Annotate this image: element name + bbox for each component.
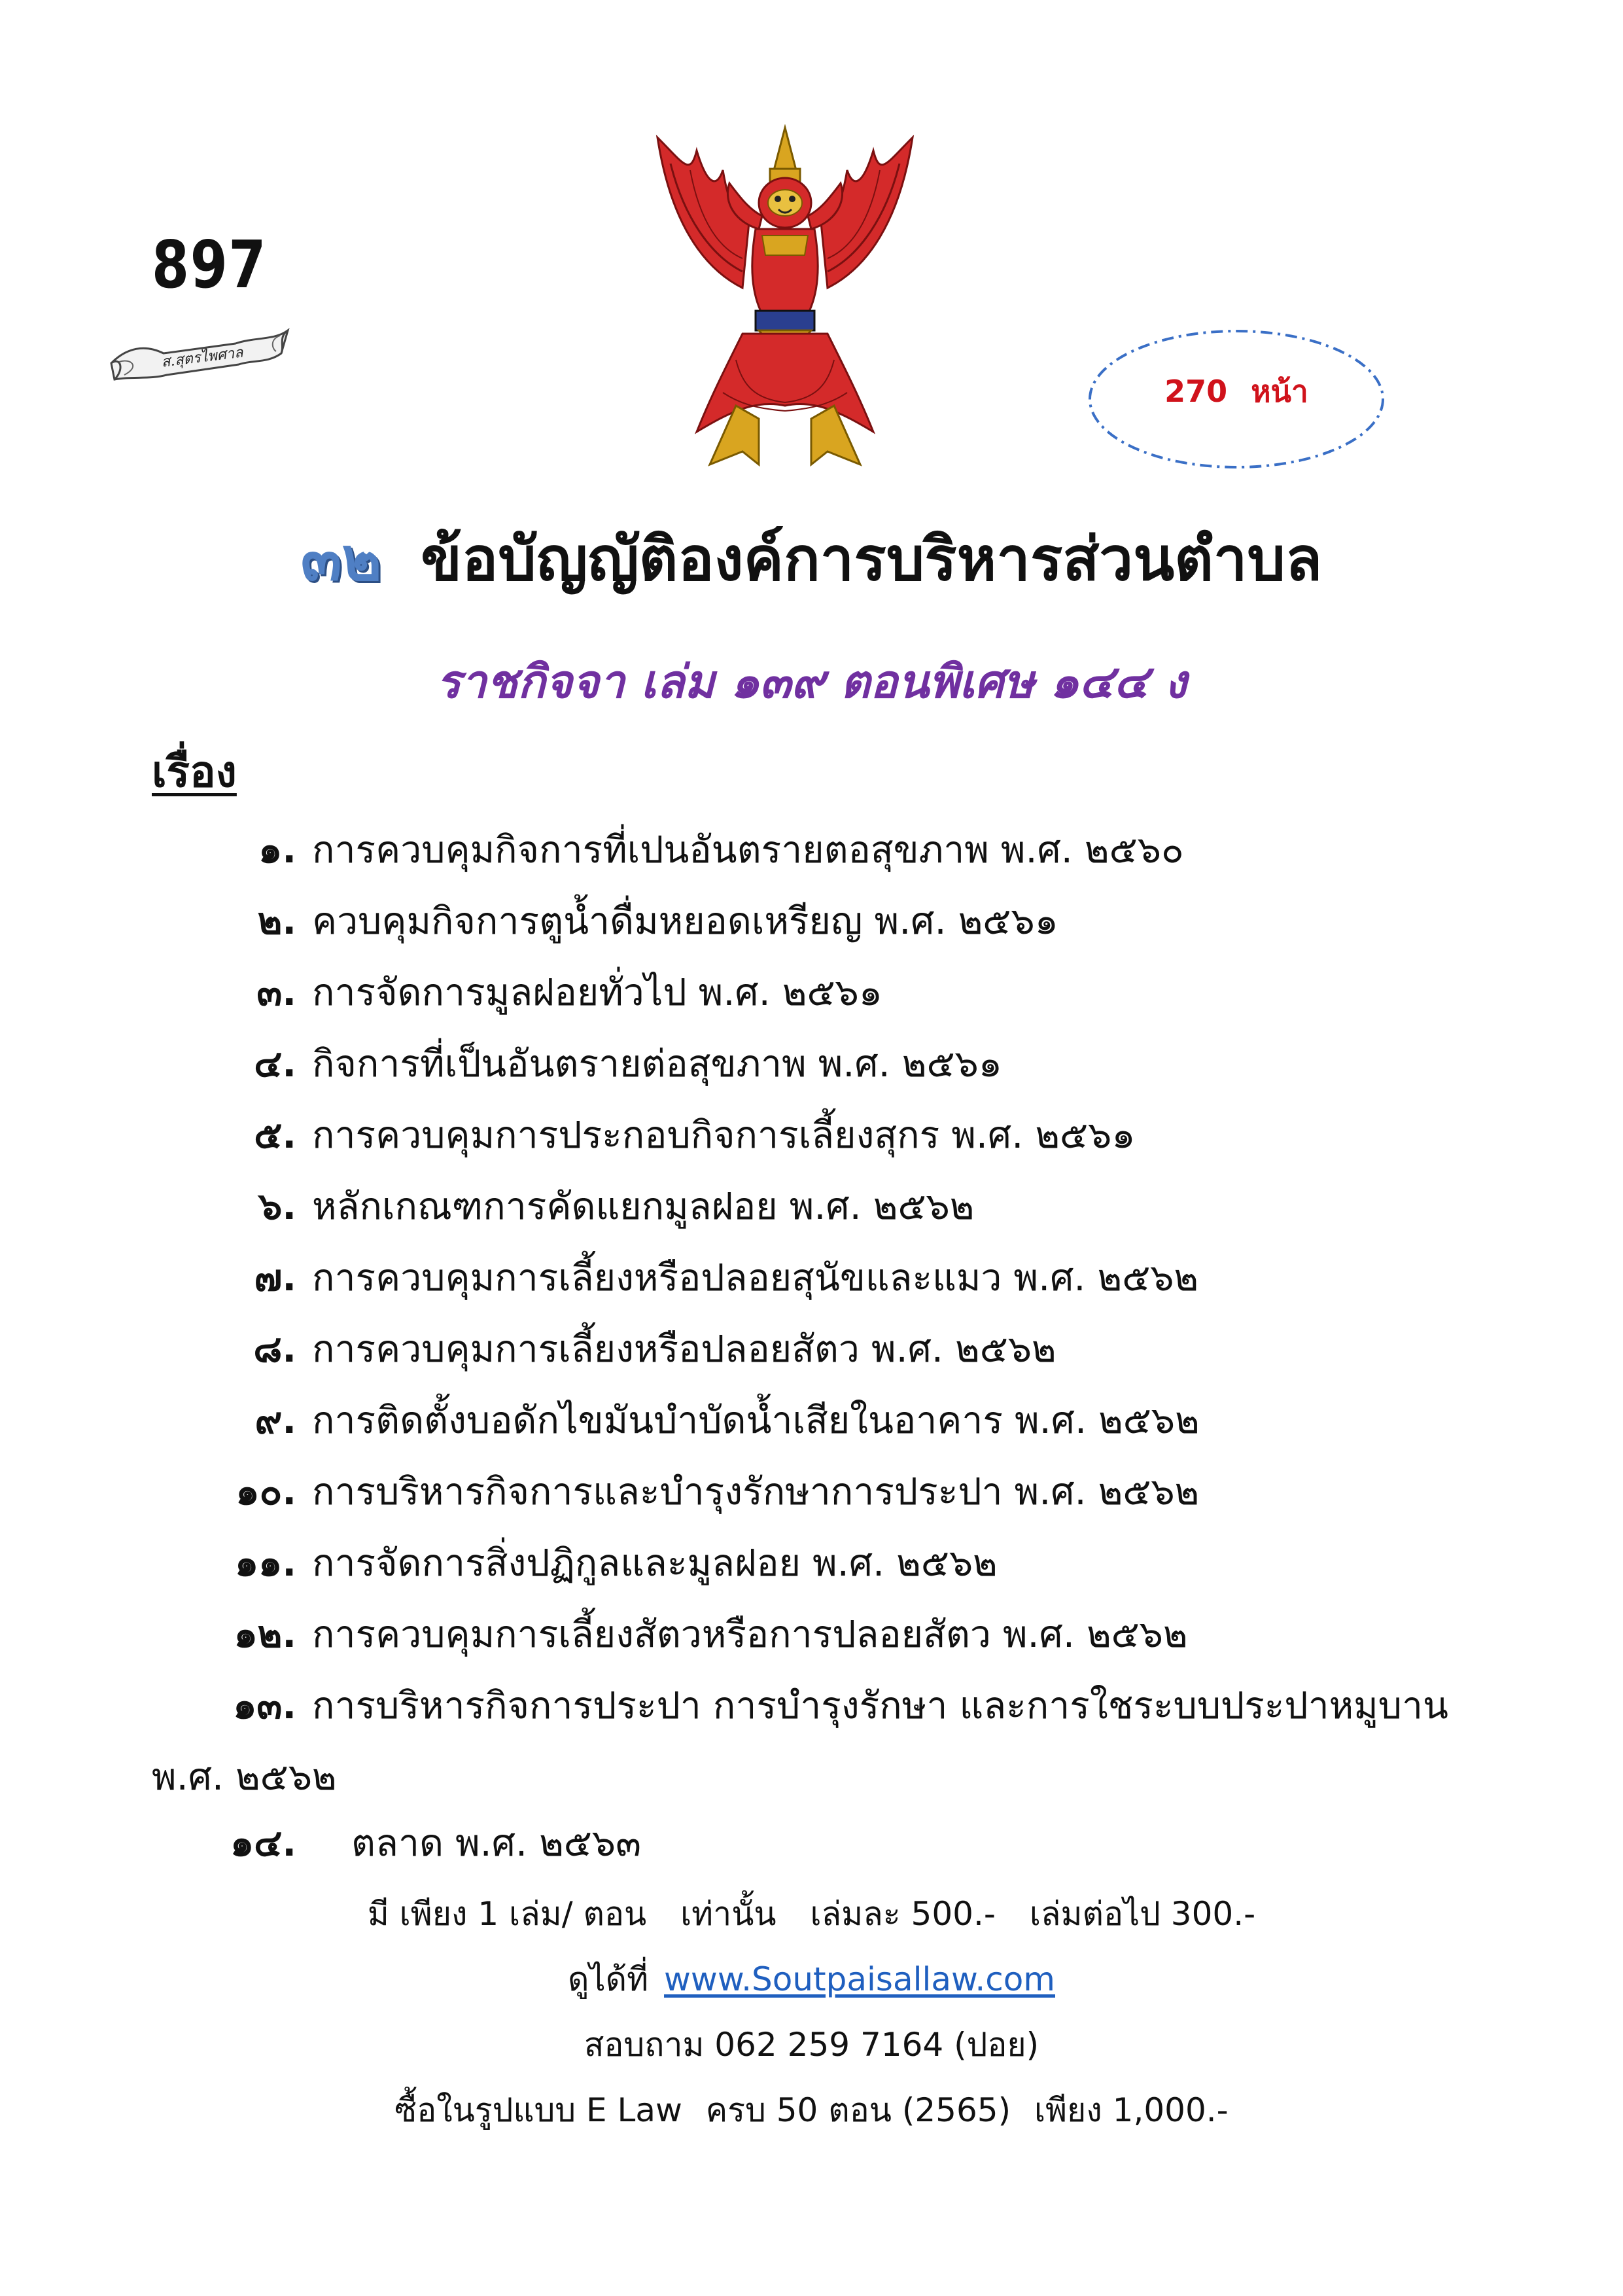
price-next: เล่มต่อไป 300.- <box>1029 1895 1256 1933</box>
item-text: การติดตั้งบอดักไขมันบำบัดน้ำเสียในอาคาร พ.ศ. ๒๕๖๒ <box>312 1399 1200 1442</box>
price-info <box>0 1894 1623 1934</box>
item-text: ควบคุมกิจการตูน้ำดื่มหยอดเหรียญ พ.ศ. ๒๕๖๑ <box>312 900 1058 943</box>
page-count-unit: หน้า <box>1251 374 1308 409</box>
list-item <box>152 1457 1526 1528</box>
item-number: ๒. <box>257 900 296 943</box>
item-number: ๑๔. <box>230 1822 296 1865</box>
list-item <box>152 1528 1526 1599</box>
list-item <box>152 1100 1526 1171</box>
website-info <box>0 1960 1623 1999</box>
item-text: หลักเกณฑการคัดแยกมูลฝอย พ.ศ. ๒๕๖๒ <box>312 1185 975 1228</box>
item-number: ๑๓. <box>233 1684 296 1727</box>
ribbon-logo-icon <box>105 317 294 386</box>
list-item <box>152 886 1526 957</box>
page-count-value: 270 <box>1164 374 1228 409</box>
title-number: ๓๒ <box>300 524 382 594</box>
list-item <box>152 1314 1526 1385</box>
catalog-number: 897 <box>152 226 268 303</box>
item-number: ๑๐. <box>236 1470 296 1513</box>
list-item <box>152 1808 641 1879</box>
item-text: การบริหารกิจการประปา การบำรุงรักษา และการใชระบบประปาหมูบาน <box>312 1684 1448 1727</box>
page-count <box>1086 374 1387 409</box>
list-item-continuation <box>152 1742 1526 1813</box>
item-text: การควบคุมการเลี้ยงหรือปลอยสุนัขและแมว พ.ศ. ๒๕๖๒ <box>312 1256 1199 1299</box>
elaw-set: ครบ 50 ตอน (2565) <box>705 2091 1011 2129</box>
item-text: การควบคุมการเลี้ยงสัตวหรือการปลอยสัตว พ.ศ. ๒๕๖๒ <box>312 1613 1188 1656</box>
ordinance-list <box>152 815 1526 1813</box>
contact-info: สอบถาม 062 259 7164 (ปอย) <box>584 2026 1039 2064</box>
subject-heading: เรื่อง <box>152 747 237 797</box>
ribbon-logo-text: ส.สุตรไพศาล <box>160 344 244 371</box>
garuda-emblem-icon <box>644 124 926 471</box>
item-text: ตลาด พ.ศ. ๒๕๖๓ <box>351 1822 642 1865</box>
list-item <box>152 1243 1526 1314</box>
list-item <box>152 1670 1526 1742</box>
item-number: ๖. <box>258 1185 296 1228</box>
elaw-offer <box>0 2091 1623 2130</box>
item-text: การควบคุมกิจการที่เปนอันตรายตอสุขภาพ พ.ศ. ๒๕๖๐ <box>312 828 1184 872</box>
list-item <box>152 815 1526 886</box>
website-link[interactable]: www.Soutpaisallaw.com <box>664 1960 1056 1998</box>
item-number: ๔. <box>254 1042 296 1086</box>
only-text: เท่านั้น <box>680 1895 777 1933</box>
item-number: ๑. <box>258 828 296 872</box>
item-number: ๑๒. <box>234 1613 296 1656</box>
list-item <box>152 957 1526 1029</box>
document-title <box>0 523 1623 595</box>
item-number: ๓. <box>256 971 296 1014</box>
list-item <box>152 1385 1526 1457</box>
item-text: การควบคุมการประกอบกิจการเลี้ยงสุกร พ.ศ. ๒๕๖๑ <box>312 1114 1136 1157</box>
item-text: การจัดการสิ่งปฏิกูลและมูลฝอย พ.ศ. ๒๕๖๒ <box>312 1542 998 1585</box>
item-text: การบริหารกิจการและบำรุงรักษาการประปา พ.ศ. ๒๕๖๒ <box>312 1470 1200 1513</box>
list-item <box>152 1029 1526 1100</box>
list-item <box>152 1599 1526 1670</box>
price-first: เล่มละ 500.- <box>810 1895 996 1933</box>
availability-text: มี เพียง 1 เล่ม/ ตอน <box>367 1895 647 1933</box>
gazette-reference: ราชกิจจา เล่ม ๑๓๙ ตอนพิเศษ ๑๔๔ ง <box>436 655 1187 709</box>
item-text: การจัดการมูลฝอยทั่วไป พ.ศ. ๒๕๖๑ <box>312 971 882 1014</box>
elaw-format: ซื้อในรูปแบบ E Law <box>394 2091 682 2129</box>
title-text: ข้อบัญญัติองค์การบริหารส่วนตำบล <box>421 524 1323 594</box>
item-text: การควบคุมการเลี้ยงหรือปลอยสัตว พ.ศ. ๒๕๖๒ <box>312 1328 1056 1371</box>
item-number: ๙. <box>254 1399 296 1442</box>
website-label: ดูได้ที่ <box>567 1960 649 1998</box>
item-number: ๕. <box>254 1114 296 1157</box>
item-text: กิจการที่เป็นอันตรายต่อสุขภาพ พ.ศ. ๒๕๖๑ <box>312 1042 1002 1086</box>
item-number: ๑๑. <box>234 1542 296 1585</box>
item-number: ๗. <box>254 1256 296 1299</box>
item-13-continuation: พ.ศ. ๒๕๖๒ <box>152 1756 337 1799</box>
item-number: ๘. <box>253 1328 296 1371</box>
list-item <box>152 1171 1526 1243</box>
elaw-price: เพียง 1,000.- <box>1034 2091 1229 2129</box>
